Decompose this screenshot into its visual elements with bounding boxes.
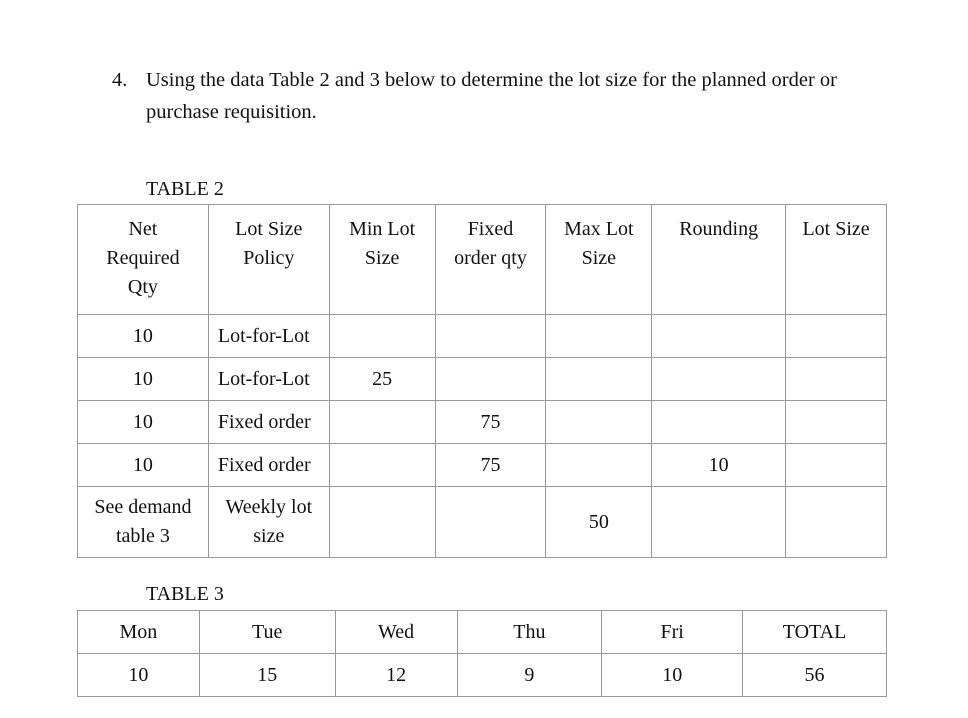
table3 — [77, 610, 887, 697]
header-tue: Tue — [199, 611, 335, 654]
table2 — [77, 204, 887, 558]
header-wed: Wed — [335, 611, 457, 654]
cell-fixed-qty: 75 — [435, 444, 546, 487]
cell-lot-size — [786, 444, 887, 487]
header-total: TOTAL — [743, 611, 887, 654]
value-thu: 9 — [457, 654, 602, 697]
header-min-lot-size: Min Lot Size — [329, 205, 435, 315]
cell-lot-size — [786, 358, 887, 401]
cell-max-lot — [546, 401, 652, 444]
table-row — [78, 315, 887, 358]
header-fri: Fri — [602, 611, 743, 654]
cell-min-lot — [329, 444, 435, 487]
cell-policy: Fixed order — [208, 444, 329, 487]
cell-min-lot: 25 — [329, 358, 435, 401]
cell-net-qty: 10 — [78, 358, 209, 401]
cell-fixed-qty — [435, 358, 546, 401]
cell-min-lot — [329, 315, 435, 358]
value-wed: 12 — [335, 654, 457, 697]
table-row — [78, 444, 887, 487]
cell-min-lot — [329, 401, 435, 444]
cell-policy: Fixed order — [208, 401, 329, 444]
cell-rounding — [652, 358, 786, 401]
cell-net-qty: 10 — [78, 401, 209, 444]
cell-min-lot — [329, 487, 435, 558]
cell-max-lot — [546, 358, 652, 401]
header-mon: Mon — [78, 611, 200, 654]
table2-caption: TABLE 2 — [146, 178, 224, 200]
cell-max-lot: 50 — [546, 487, 652, 558]
value-fri: 10 — [602, 654, 743, 697]
cell-fixed-qty — [435, 315, 546, 358]
cell-rounding — [652, 487, 786, 558]
cell-policy: Lot-for-Lot — [208, 358, 329, 401]
cell-lot-size — [786, 487, 887, 558]
cell-policy: Weekly lot size — [208, 487, 329, 558]
table-row — [78, 487, 887, 558]
header-net-required-qty: Net Required Qty — [78, 205, 209, 315]
question-text: Using the data Table 2 and 3 below to determine the lot size for the planned order or purchase requisition. — [146, 69, 837, 123]
cell-lot-size — [786, 401, 887, 444]
cell-net-qty: 10 — [78, 444, 209, 487]
cell-net-qty: 10 — [78, 315, 209, 358]
cell-rounding: 10 — [652, 444, 786, 487]
cell-net-qty: See demand table 3 — [78, 487, 209, 558]
table3-header-row — [78, 611, 887, 654]
table-row — [78, 358, 887, 401]
header-lot-size-policy: Lot Size Policy — [208, 205, 329, 315]
cell-rounding — [652, 401, 786, 444]
value-total: 56 — [743, 654, 887, 697]
cell-policy: Lot-for-Lot — [208, 315, 329, 358]
header-lot-size: Lot Size — [786, 205, 887, 315]
header-rounding: Rounding — [652, 205, 786, 315]
question-number: 4. — [112, 69, 128, 91]
cell-max-lot — [546, 315, 652, 358]
header-max-lot-size: Max Lot Size — [546, 205, 652, 315]
table3-caption: TABLE 3 — [146, 583, 224, 605]
cell-max-lot — [546, 444, 652, 487]
header-fixed-order-qty: Fixed order qty — [435, 205, 546, 315]
cell-lot-size — [786, 315, 887, 358]
value-mon: 10 — [78, 654, 200, 697]
table-row — [78, 401, 887, 444]
value-tue: 15 — [199, 654, 335, 697]
table-row — [78, 654, 887, 697]
cell-rounding — [652, 315, 786, 358]
table2-header-row — [78, 205, 887, 315]
header-thu: Thu — [457, 611, 602, 654]
cell-fixed-qty — [435, 487, 546, 558]
cell-fixed-qty: 75 — [435, 401, 546, 444]
